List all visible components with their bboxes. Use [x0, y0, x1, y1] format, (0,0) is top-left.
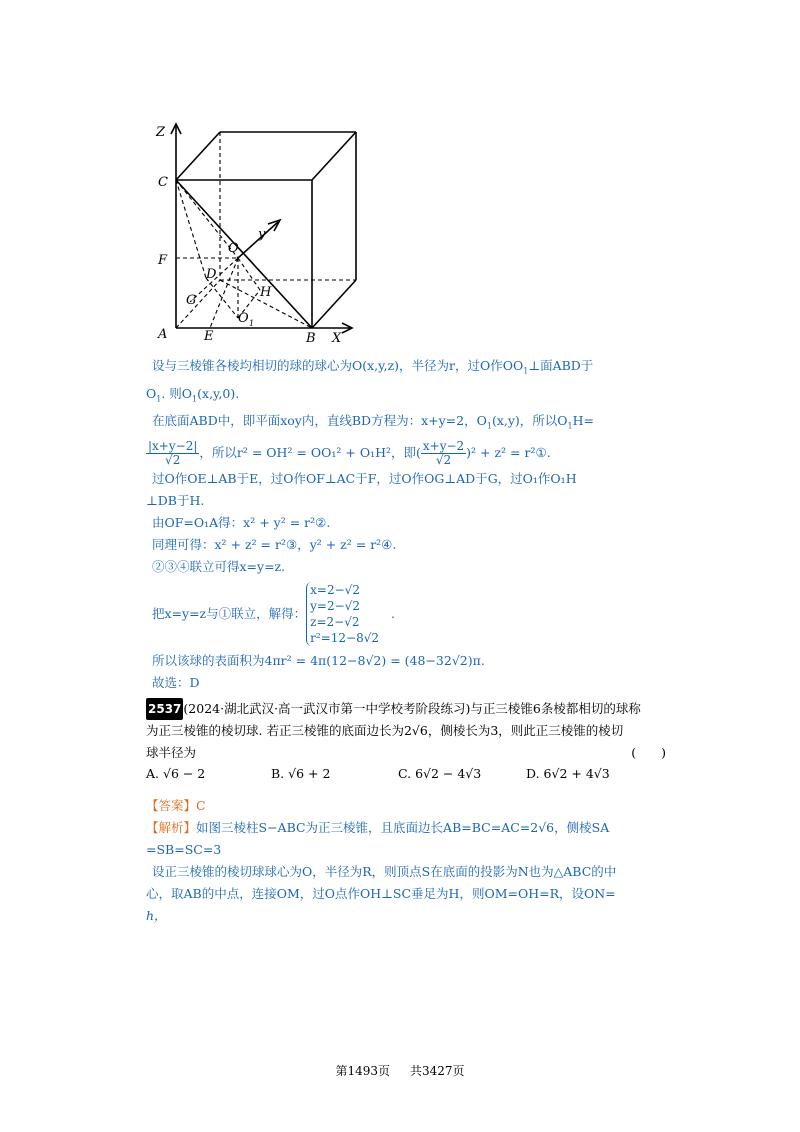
- question-line1: (2024·湖北武汉·高一武汉市第一中学校考阶段练习)与正三棱锥6条棱都相切的球称: [183, 701, 641, 716]
- answer-paren: ( ): [631, 745, 666, 760]
- label-d: D: [206, 267, 217, 282]
- question-line2: 为正三棱锥的棱切球. 若正三棱锥的底面边长为2√6，侧棱长为3，则此正三棱锥的棱切: [146, 723, 624, 738]
- label-o1: O: [238, 311, 249, 326]
- sol-line3c: H=: [572, 413, 594, 428]
- sol-line10b: .: [391, 605, 395, 621]
- analysis-line1: 如图三棱柱S−ABC为正三棱锥，且底面边长AB=BC=AC=2√6，侧棱SA: [196, 820, 610, 835]
- sol-line10a: 把x=y=z与①联立，解得：: [152, 605, 307, 621]
- geometry-figure: [150, 118, 360, 348]
- label-x: X: [332, 331, 342, 346]
- analysis-line3: 设正三棱锥的棱切球球心为O，半径为R，则顶点S在底面的投影为N也为△ABC的中: [152, 864, 617, 879]
- sol-line5: 过O作OE⊥AB于E，过O作OF⊥AC于F，过O作OG⊥AD于G，过O₁作O₁H: [152, 470, 577, 486]
- analysis-tag: 【解析】: [146, 820, 197, 835]
- sol-line4b: )² + z² = r²①.: [466, 444, 551, 460]
- sol-line2b: . 则O: [161, 385, 193, 401]
- sol-line1: 设与三棱锥各棱均相切的球的球心为O(x,y,z)，半径为r，过O作OO: [152, 358, 524, 373]
- sol-line6: ⊥DB于H.: [146, 492, 205, 508]
- label-e: E: [204, 329, 214, 344]
- question-2537: [146, 698, 666, 764]
- label-c: C: [158, 175, 168, 190]
- sol-line2: O: [146, 385, 157, 401]
- option-b: B. √6 + 2: [271, 766, 331, 781]
- answer-block: [146, 795, 666, 927]
- label-g: G: [186, 293, 197, 308]
- sol-line4: ，所以r² = OH² = OO₁² + O₁H²，即(: [199, 444, 421, 460]
- previous-solution: 设与三棱锥各棱均相切的球的球心为O(x,y,z)，半径为r，过O作$OO_1\perp$面ABD于 $O_1$. 则$O_1(x,y,0)$. 在底面ABD中，即平面xoy内，直线BD方程为：x+y=2，$O_1(x,y)$，所以$O_1H=$ $\frac{|x+y-2|}{√2}$ ，所以r² = OH² = OO₁² + O₁H²，即( $\frac{x+y-2}{√2}$ )² + z² = r²①. 过O作OE⊥AB于E，过O作OF⊥AC于F，过O作OG⊥AD于G，过O₁作O₁H ⊥DB于H. 由OF=O₁A得：x² + y² = r²②. 同理可得：x² + z² = r²③，y² + z² = r²④. ②③④联立可得x=y=z. 把x=y=z与①联立，解得： x=2−√2 y=2−√2 z=2−√2 r²=12−8√2 . 所以该球的表面积为4πr² = 4π(12−8√2) = (48−32√2)π. 故选：D: [146, 355, 666, 694]
- page-number: 第1493页: [335, 1064, 390, 1078]
- page-footer: [0, 1062, 800, 1079]
- sol-line1b: ⊥面ABD于: [528, 358, 594, 373]
- sol-line11: 所以该球的表面积为4πr² = 4π(12−8√2) = (48−32√2)π.: [152, 652, 485, 668]
- analysis-line5: h，: [146, 908, 167, 923]
- sol-line3b: (x,y)，所以O: [491, 413, 568, 428]
- label-a: A: [158, 327, 168, 342]
- equation-system: x=2−√2 y=2−√2 z=2−√2 r²=12−8√2: [306, 582, 379, 646]
- analysis-line4: 心，取AB的中点，连接OM，过O点作OH⊥SC垂足为H，则OM=OH=R，设ON=: [146, 886, 616, 901]
- label-o1-sub: 1: [249, 319, 255, 328]
- answer-value: C: [196, 798, 206, 813]
- label-b: B: [306, 331, 316, 346]
- fraction-1: $\frac{|x+y-2|}{√2}$: [148, 438, 198, 467]
- label-z: Z: [156, 125, 166, 140]
- option-c: C. 6√2 − 4√3: [398, 766, 482, 781]
- label-f: F: [158, 253, 168, 268]
- question-line3: 球半径为: [146, 745, 197, 760]
- analysis-line2: =SB=SC=3: [146, 842, 222, 857]
- answer-tag: 【答案】: [146, 798, 197, 813]
- sol-line8: 同理可得：x² + z² = r²③，y² + z² = r²④.: [152, 536, 397, 552]
- option-d: D. 6√2 + 4√3: [526, 766, 610, 781]
- sol-line2c: (x,y,0).: [197, 385, 240, 401]
- question-number: 2537: [146, 698, 183, 720]
- label-y: y: [258, 227, 266, 242]
- sol-line12: 故选：D: [152, 674, 200, 690]
- label-o: O: [228, 241, 239, 256]
- page-total: 共3427页: [410, 1064, 465, 1078]
- label-h: H: [260, 285, 272, 300]
- fraction-2: $\frac{x+y-2}{√2}$: [422, 438, 465, 467]
- sol-line7: 由OF=O₁A得：x² + y² = r²②.: [152, 514, 331, 530]
- option-a: A. √6 − 2: [146, 766, 206, 781]
- sol-line9: ②③④联立可得x=y=z.: [152, 558, 286, 574]
- sol-line3: 在底面ABD中，即平面xoy内，直线BD方程为：x+y=2，O: [152, 413, 487, 428]
